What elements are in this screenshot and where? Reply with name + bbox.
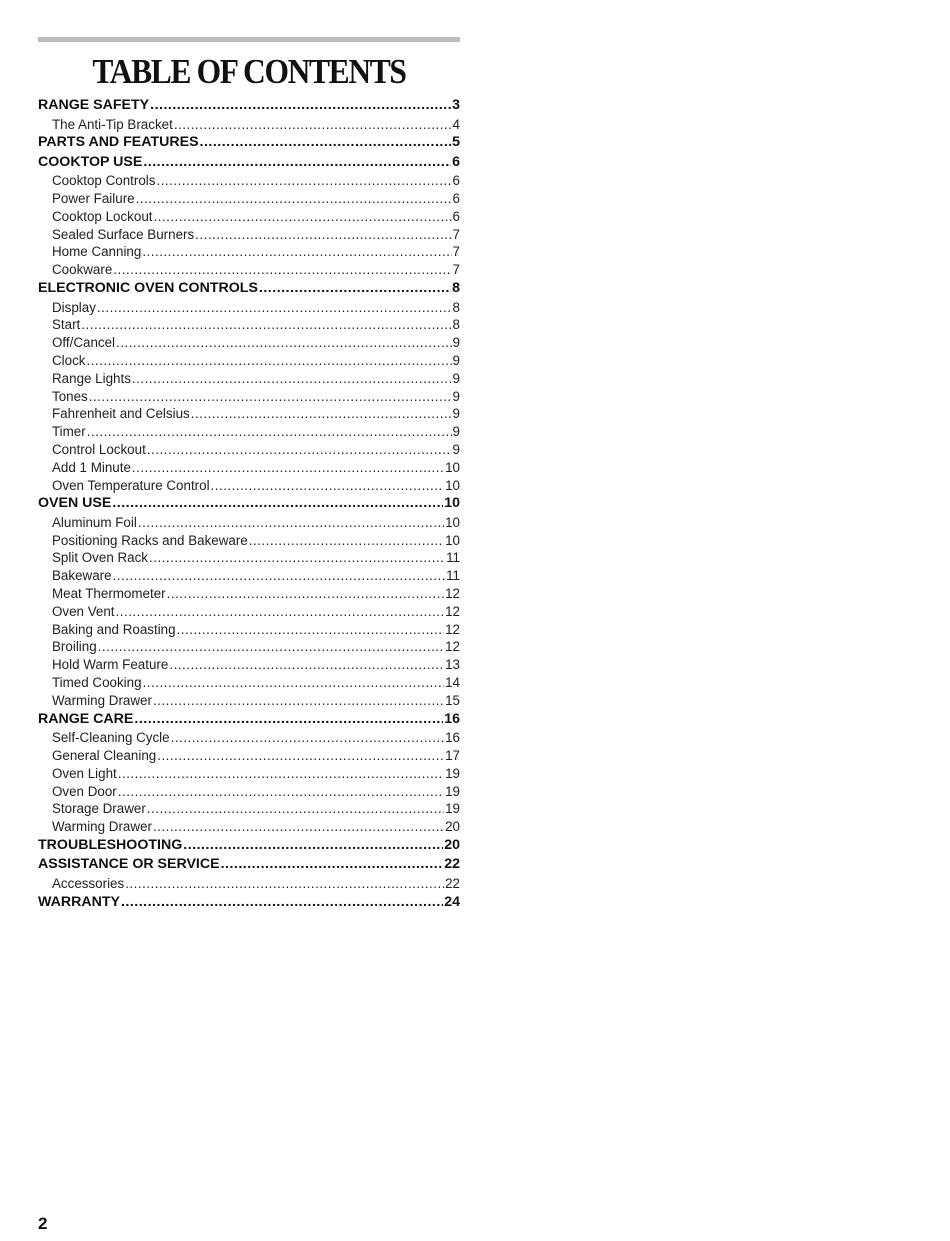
- dot-leader: [118, 765, 444, 783]
- toc-entry-label: Oven Vent: [52, 603, 115, 619]
- toc-subentry[interactable]: [38, 783, 460, 801]
- toc-entry-page-number: 11: [446, 550, 460, 566]
- dot-leader: [153, 692, 444, 710]
- table-of-contents: [38, 96, 460, 912]
- toc-entry-page-number: 9: [452, 388, 460, 404]
- dot-leader: [138, 514, 444, 532]
- dot-leader: [134, 710, 443, 730]
- toc-entry-page-number: 16: [444, 710, 460, 727]
- toc-entry-label: Start: [52, 317, 81, 333]
- toc-entry-label: Display: [52, 299, 96, 315]
- toc-entry-page-number: 11: [446, 568, 460, 584]
- toc-entry-page-number: 13: [445, 657, 460, 673]
- toc-subentry[interactable]: [38, 316, 460, 334]
- toc-subentry[interactable]: [38, 388, 460, 406]
- toc-entry-label: Accessories: [52, 875, 125, 891]
- dot-leader: [249, 532, 444, 550]
- toc-subentry[interactable]: [38, 692, 460, 710]
- toc-section-entry[interactable]: [38, 153, 460, 173]
- toc-entry-label: Oven Temperature Control: [52, 477, 210, 493]
- toc-subentry[interactable]: [38, 243, 460, 261]
- toc-entry-page-number: 22: [444, 856, 460, 873]
- dot-leader: [143, 153, 451, 173]
- toc-subentry[interactable]: [38, 477, 460, 495]
- toc-section-entry[interactable]: [38, 494, 460, 514]
- toc-entry-label: Oven Light: [52, 765, 117, 781]
- dot-leader: [157, 747, 444, 765]
- toc-entry-label: Cooktop Lockout: [52, 208, 153, 224]
- top-divider-rule: [38, 37, 460, 42]
- toc-entry-label: Sealed Surface Burners: [52, 226, 195, 242]
- dot-leader: [183, 836, 443, 856]
- toc-entry-label: Oven Door: [52, 783, 117, 799]
- toc-subentry[interactable]: [38, 567, 460, 585]
- toc-subentry[interactable]: [38, 875, 460, 893]
- toc-section-entry[interactable]: [38, 836, 460, 856]
- dot-leader: [97, 299, 452, 317]
- toc-entry-page-number: 9: [452, 424, 460, 440]
- toc-entry-label: PARTS AND FEATURES: [38, 134, 199, 151]
- dot-leader: [143, 674, 445, 692]
- toc-entry-page-number: 9: [452, 352, 460, 368]
- dot-leader: [116, 603, 445, 621]
- toc-entry-label: Storage Drawer: [52, 801, 146, 817]
- toc-entry-page-number: 8: [452, 317, 460, 333]
- toc-entry-page-number: 9: [452, 441, 460, 457]
- toc-entry-label: COOKTOP USE: [38, 153, 143, 170]
- toc-entry-page-number: 14: [445, 675, 460, 691]
- dot-leader: [113, 261, 451, 279]
- toc-entry-page-number: 6: [452, 153, 460, 170]
- toc-section-entry[interactable]: [38, 893, 460, 913]
- toc-entry-label: Broiling: [52, 639, 97, 655]
- toc-entry-label: Clock: [52, 352, 86, 368]
- toc-entry-page-number: 12: [445, 621, 460, 637]
- toc-entry-label: Cooktop Controls: [52, 173, 156, 189]
- toc-section-entry[interactable]: [38, 710, 460, 730]
- toc-entry-page-number: 3: [452, 97, 460, 113]
- toc-entry-label: Add 1 Minute: [52, 459, 131, 475]
- dot-leader: [116, 334, 452, 352]
- toc-entry-page-number: 20: [444, 836, 460, 853]
- dot-leader: [89, 388, 452, 406]
- toc-entry-label: Meat Thermometer: [52, 586, 166, 602]
- toc-entry-label: Aluminum Foil: [52, 514, 137, 530]
- toc-subentry[interactable]: [38, 656, 460, 674]
- toc-entry-page-number: 10: [444, 495, 460, 512]
- toc-subentry[interactable]: [38, 441, 460, 459]
- toc-entry-label: Tones: [52, 388, 88, 404]
- toc-entry-label: Positioning Racks and Bakeware: [52, 532, 248, 548]
- dot-leader: [156, 172, 451, 190]
- toc-section-entry[interactable]: [38, 855, 460, 875]
- dot-leader: [132, 459, 444, 477]
- toc-entry-page-number: 9: [452, 335, 460, 351]
- dot-leader: [211, 477, 445, 495]
- toc-entry-label: Cookware: [52, 262, 113, 278]
- dot-leader: [167, 585, 444, 603]
- toc-entry-page-number: 19: [445, 801, 460, 817]
- toc-entry-page-number: 6: [452, 191, 460, 207]
- dot-leader: [132, 370, 452, 388]
- toc-entry-label: Control Lockout: [52, 441, 146, 457]
- dot-leader: [147, 800, 444, 818]
- dot-leader: [121, 893, 443, 913]
- toc-section-entry[interactable]: [38, 133, 460, 153]
- toc-subentry[interactable]: [38, 190, 460, 208]
- toc-subentry[interactable]: [38, 800, 460, 818]
- toc-subentry[interactable]: [38, 765, 460, 783]
- dot-leader: [150, 96, 451, 116]
- toc-subentry[interactable]: [38, 638, 460, 656]
- toc-subentry[interactable]: [38, 459, 460, 477]
- dot-leader: [171, 729, 445, 747]
- toc-subentry[interactable]: [38, 514, 460, 532]
- dot-leader: [118, 783, 444, 801]
- dot-leader: [200, 133, 452, 153]
- dot-leader: [174, 116, 452, 134]
- toc-entry-label: RANGE CARE: [38, 710, 134, 727]
- dot-leader: [142, 243, 451, 261]
- toc-entry-page-number: 6: [452, 173, 460, 189]
- dot-leader: [86, 352, 451, 370]
- toc-entry-label: Warming Drawer: [52, 819, 152, 835]
- toc-subentry[interactable]: [38, 352, 460, 370]
- toc-entry-page-number: 22: [445, 875, 460, 891]
- toc-entry-label: OVEN USE: [38, 495, 112, 512]
- toc-entry-page-number: 7: [452, 244, 460, 260]
- toc-section-entry[interactable]: [38, 279, 460, 299]
- dot-leader: [259, 279, 451, 299]
- toc-entry-label: ELECTRONIC OVEN CONTROLS: [38, 280, 258, 297]
- toc-entry-page-number: 12: [445, 639, 460, 655]
- toc-entry-label: ASSISTANCE OR SERVICE: [38, 856, 220, 873]
- toc-entry-label: Off/Cancel: [52, 335, 116, 351]
- toc-entry-label: WARRANTY: [38, 893, 120, 910]
- toc-entry-label: Timer: [52, 424, 86, 440]
- toc-entry-page-number: 5: [452, 134, 460, 151]
- dot-leader: [147, 441, 452, 459]
- dot-leader: [221, 855, 444, 875]
- toc-subentry[interactable]: [38, 370, 460, 388]
- toc-entry-page-number: 12: [445, 586, 460, 602]
- toc-entry-page-number: 7: [452, 226, 460, 242]
- toc-entry-page-number: 9: [452, 406, 460, 422]
- dot-leader: [177, 621, 445, 639]
- toc-entry-label: Timed Cooking: [52, 675, 142, 691]
- dot-leader: [153, 818, 444, 836]
- toc-subentry[interactable]: [38, 585, 460, 603]
- toc-subentry[interactable]: [38, 405, 460, 423]
- toc-subentry[interactable]: [38, 208, 460, 226]
- toc-entry-label: Warming Drawer: [52, 692, 152, 708]
- toc-entry-page-number: 9: [452, 370, 460, 386]
- toc-entry-label: Power Failure: [52, 191, 135, 207]
- toc-subentry[interactable]: [38, 818, 460, 836]
- dot-leader: [154, 208, 452, 226]
- toc-entry-page-number: 4: [452, 116, 460, 132]
- dot-leader: [113, 567, 446, 585]
- page-title: TABLE OF CONTENTS: [92, 52, 406, 91]
- toc-entry-page-number: 10: [445, 459, 460, 475]
- dot-leader: [149, 549, 445, 567]
- dot-leader: [81, 316, 451, 334]
- toc-subentry[interactable]: [38, 172, 460, 190]
- toc-entry-page-number: 20: [445, 819, 460, 835]
- dot-leader: [87, 423, 452, 441]
- toc-subentry[interactable]: [38, 226, 460, 244]
- toc-subentry[interactable]: [38, 729, 460, 747]
- toc-entry-label: Self-Cleaning Cycle: [52, 730, 170, 746]
- toc-subentry[interactable]: [38, 549, 460, 567]
- toc-entry-label: Range Lights: [52, 370, 131, 386]
- toc-entry-page-number: 19: [445, 765, 460, 781]
- toc-subentry[interactable]: [38, 674, 460, 692]
- toc-entry-page-number: 6: [452, 208, 460, 224]
- toc-entry-page-number: 19: [445, 783, 460, 799]
- dot-leader: [112, 494, 443, 514]
- toc-subentry[interactable]: [38, 621, 460, 639]
- toc-entry-page-number: 10: [445, 514, 460, 530]
- toc-entry-label: TROUBLESHOOTING: [38, 836, 183, 853]
- toc-entry-label: General Cleaning: [52, 747, 157, 763]
- toc-subentry[interactable]: [38, 423, 460, 441]
- toc-entry-page-number: 24: [444, 893, 460, 910]
- dot-leader: [169, 656, 444, 674]
- toc-subentry[interactable]: [38, 261, 460, 279]
- toc-subentry[interactable]: [38, 603, 460, 621]
- toc-entry-page-number: 8: [452, 299, 460, 315]
- toc-subentry[interactable]: [38, 532, 460, 550]
- dot-leader: [195, 226, 451, 244]
- toc-subentry[interactable]: [38, 334, 460, 352]
- toc-entry-page-number: 7: [452, 262, 460, 278]
- toc-entry-label: Home Canning: [52, 244, 142, 260]
- toc-subentry[interactable]: [38, 747, 460, 765]
- toc-section-entry[interactable]: [38, 96, 460, 116]
- toc-entry-page-number: 10: [445, 532, 460, 548]
- toc-entry-page-number: 17: [445, 747, 460, 763]
- toc-entry-page-number: 12: [445, 603, 460, 619]
- toc-entry-page-number: 15: [445, 692, 460, 708]
- toc-entry-label: RANGE SAFETY: [38, 97, 150, 113]
- toc-entry-page-number: 10: [445, 477, 460, 493]
- dot-leader: [98, 638, 444, 656]
- toc-entry-label: Fahrenheit and Celsius: [52, 406, 190, 422]
- toc-entry-page-number: 16: [445, 730, 460, 746]
- toc-subentry[interactable]: [38, 116, 460, 134]
- toc-entry-label: The Anti-Tip Bracket: [52, 116, 173, 132]
- dot-leader: [136, 190, 452, 208]
- toc-entry-label: Baking and Roasting: [52, 621, 176, 637]
- toc-entry-page-number: 8: [452, 280, 460, 297]
- dot-leader: [125, 875, 444, 893]
- dot-leader: [191, 405, 452, 423]
- toc-entry-label: Bakeware: [52, 568, 112, 584]
- toc-entry-label: Split Oven Rack: [52, 550, 149, 566]
- page-number: 2: [38, 1214, 48, 1233]
- toc-subentry[interactable]: [38, 299, 460, 317]
- toc-entry-label: Hold Warm Feature: [52, 657, 169, 673]
